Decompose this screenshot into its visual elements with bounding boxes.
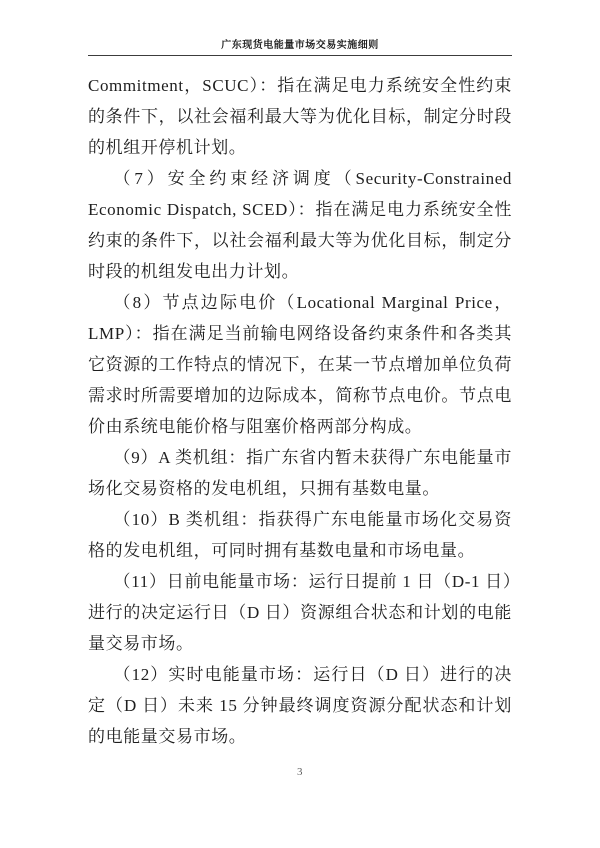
paragraph-definition-12: （12）实时电能量市场：运行日（D 日）进行的决定（D 日）未来 15 分钟最终调度资源分配状态和计划的电能量交易市场。 — [88, 665, 512, 746]
paragraph-continuation: Commitment，SCUC）：指在满足电力系统安全性约束的条件下，以社会福利最大等为优化目标，制定分时段的机组开停机计划。 — [88, 76, 512, 157]
paragraph-definition-11: （11）日前电能量市场：运行日提前 1 日（D-1 日）进行的决定运行日（D 日）资源组合状态和计划的电能量交易市场。 — [88, 572, 512, 653]
paragraph-definition-7: （7）安全约束经济调度（Security-Constrained Economic Dispatch, SCED）：指在满足电力系统安全性约束的条件下，以社会福利最大等为优化目标，制定分时段的机组发电出力计划。 — [88, 169, 512, 281]
paragraph-definition-9: （9）A 类机组：指广东省内暂未获得广东电能量市场化交易资格的发电机组，只拥有基数电量。 — [88, 448, 512, 498]
paragraph-definition-8: （8）节点边际电价（Locational Marginal Price，LMP）：指在满足当前输电网络设备约束条件和各类其它资源的工作特点的情况下，在某一节点增加单位负荷需求时所需要增加的边际成本，简称节点电价。节点电价由系统电能价格与阻塞价格两部分构成。 — [88, 293, 512, 436]
page-header-title: 广东现货电能量市场交易实施细则 — [88, 41, 512, 56]
document-body — [88, 70, 512, 752]
paragraph-definition-10: （10）B 类机组：指获得广东电能量市场化交易资格的发电机组，可同时拥有基数电量和市场电量。 — [88, 510, 512, 560]
page-number: 3 — [297, 766, 303, 778]
